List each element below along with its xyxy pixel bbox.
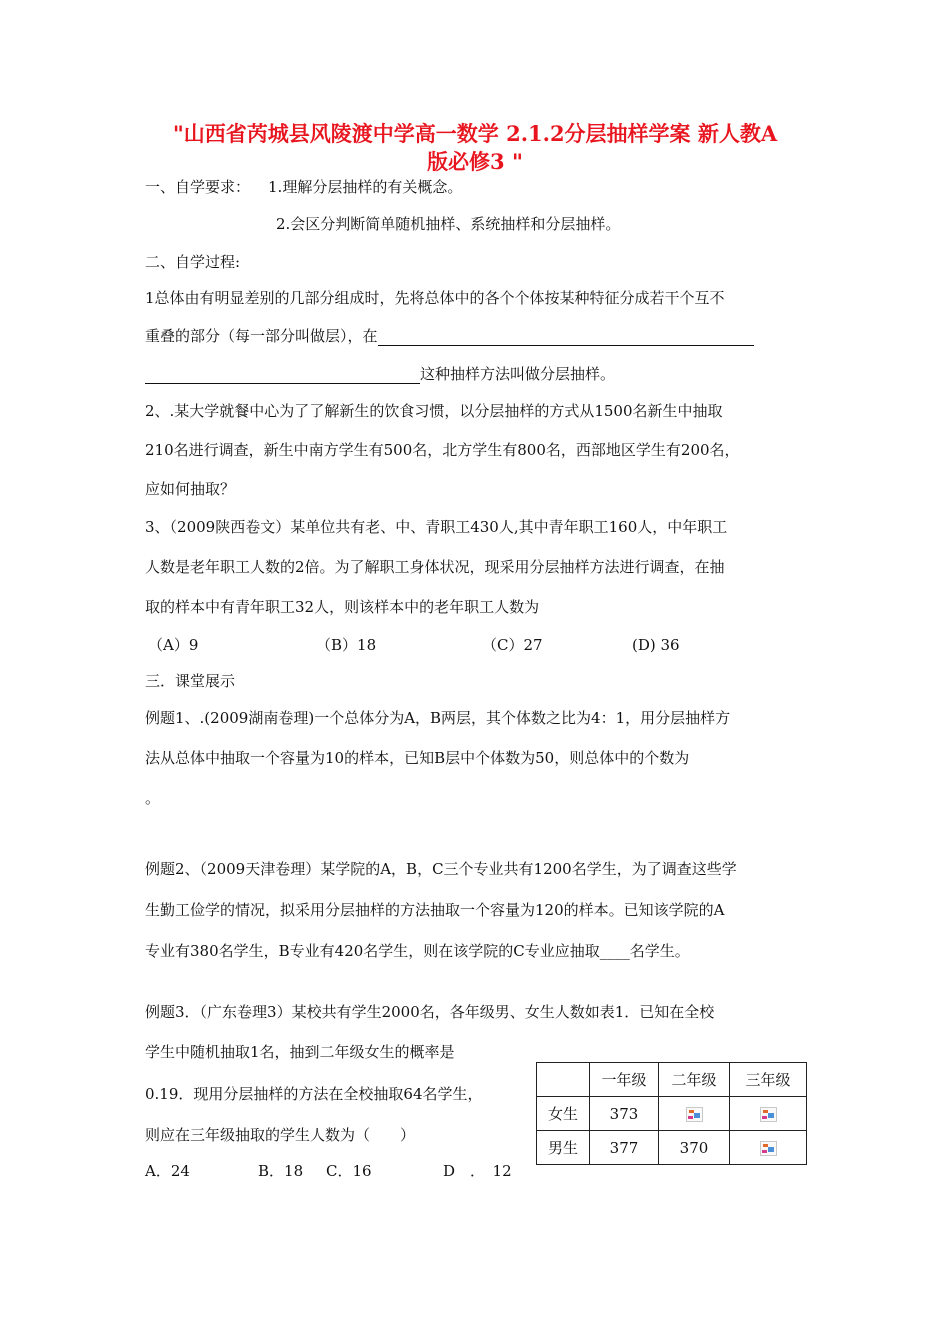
section-3-heading: 三．课堂展示 (145, 672, 236, 690)
option-d: (D) 36 (632, 636, 680, 654)
requirement-2: 2.会区分判断简单随机抽样、系统抽样和分层抽样。 (276, 215, 621, 233)
example-2-line-3: 专业有380名学生，B专业有420名学生，则在该学院的C专业应抽取____名学生。 (145, 942, 690, 960)
paragraph-3-line-3: 取的样本中有青年职工32人，则该样本中的老年职工人数为 (145, 598, 540, 616)
paragraph-3-line-2: 人数是老年职工人数的2倍。为了解职工身体状况，现采用分层抽样方法进行调查，在抽 (145, 558, 725, 576)
example-3-option-c: C．16 (326, 1162, 372, 1180)
paragraph-2-line-1: 2、.某大学就餐中心为了了解新生的饮食习惯，以分层抽样的方式从1500名新生中抽取 (145, 402, 723, 420)
option-a: （A）9 (148, 636, 199, 654)
male-grade-1: 377 (590, 1131, 659, 1165)
example-3-option-a: A．24 (145, 1162, 190, 1180)
fill-blank (145, 367, 420, 384)
example-3-line-2: 学生中随机抽取1名，抽到二年级女生的概率是 (145, 1043, 455, 1061)
student-count-table (536, 1062, 807, 1165)
example-3-option-d: D ． 12 (443, 1162, 512, 1180)
example-1-line-3: 。 (145, 789, 161, 807)
male-grade-2: 370 (659, 1131, 730, 1165)
example-1-line-1: 例题1、.(2009湖南卷理)一个总体分为A，B两层，其个体数之比为4：1，用分层抽样方 (145, 709, 731, 727)
female-grade-2 (659, 1097, 730, 1131)
example-1-line-2: 法从总体中抽取一个容量为10的样本，已知B层中个体数为50，则总体中的个数为 (145, 749, 690, 767)
example-3-option-b: B．18 (258, 1162, 304, 1180)
image-placeholder-icon (760, 1141, 777, 1156)
title-line-1: "山西省芮城县风陵渡中学高一数学 2.1.2分层抽样学案 新人教A (172, 121, 778, 146)
example-2-line-2: 生勤工俭学的情况，拟采用分层抽样的方法抽取一个容量为120的样本。已知该学院的A (145, 901, 725, 919)
table-header-row (537, 1063, 807, 1097)
table-row (537, 1097, 807, 1131)
requirement-1: 1.理解分层抽样的有关概念。 (268, 178, 463, 196)
image-placeholder-icon (760, 1107, 777, 1122)
column-header-grade-3: 三年级 (730, 1063, 807, 1097)
paragraph-3-line-1: 3、（2009陕西卷文）某单位共有老、中、青职工430人,其中青年职工160人，中年职工 (145, 518, 728, 536)
example-3-line-4: 则应在三年级抽取的学生人数为（ ） (145, 1126, 416, 1144)
section-label: 一、自学要求： (145, 178, 251, 196)
image-placeholder-icon (686, 1107, 703, 1122)
paragraph-1-end: 这种抽样方法叫做分层抽样。 (420, 365, 616, 383)
example-2-line-1: 例题2、（2009天津卷理）某学院的A，B，C三个专业共有1200名学生，为了调查这些学 (145, 860, 737, 878)
paragraph-1-line-2 (145, 326, 754, 346)
table-row (537, 1131, 807, 1165)
self-study-requirements (145, 177, 462, 197)
section-2-heading: 二、自学过程: (145, 253, 241, 271)
table-corner-cell (537, 1063, 590, 1097)
paragraph-2-line-3: 应如何抽取？ (145, 480, 236, 498)
male-grade-3 (730, 1131, 807, 1165)
row-label-male: 男生 (537, 1131, 590, 1165)
female-grade-3 (730, 1097, 807, 1131)
option-b: （B）18 (316, 636, 377, 654)
option-c: （C）27 (482, 636, 543, 654)
example-3-line-3: 0.19．现用分层抽样的方法在全校抽取64名学生， (145, 1085, 483, 1103)
column-header-grade-1: 一年级 (590, 1063, 659, 1097)
paragraph-1-text: 重叠的部分（每一部分叫做层），在 (145, 327, 378, 345)
row-label-female: 女生 (537, 1097, 590, 1131)
title-line-2: 版必修3 " (427, 149, 523, 174)
paragraph-1-line-3 (145, 364, 615, 384)
column-header-grade-2: 二年级 (659, 1063, 730, 1097)
example-3-line-1: 例题3．（广东卷理3）某校共有学生2000名，各年级男、女生人数如表1．已知在全校 (145, 1003, 715, 1021)
paragraph-2-line-2: 210名进行调查，新生中南方学生有500名，北方学生有800名，西部地区学生有200名， (145, 441, 740, 459)
paragraph-1-line-1: 1总体由有明显差别的几部分组成时，先将总体中的各个个体按某种特征分成若干个互不 (145, 289, 725, 307)
fill-blank (378, 329, 754, 346)
female-grade-1: 373 (590, 1097, 659, 1131)
document-title (140, 120, 810, 176)
